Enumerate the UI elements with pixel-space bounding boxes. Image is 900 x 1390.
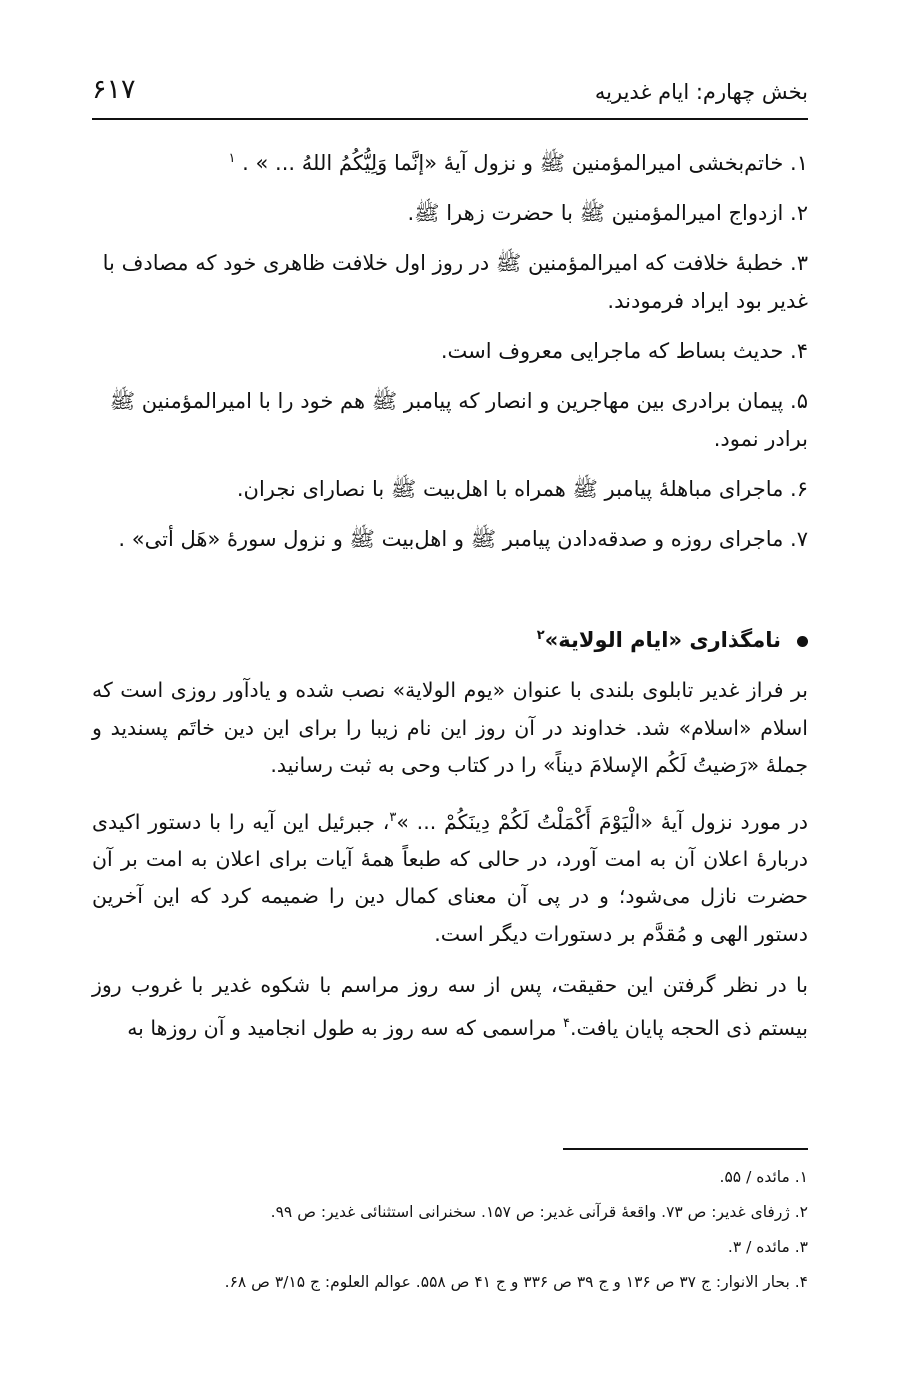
book-page — [92, 0, 808, 1390]
footnote-ref: ۲ — [536, 628, 545, 643]
header-divider — [92, 118, 808, 120]
footnote: ۳. مائده / ۳. — [727, 1238, 808, 1256]
footnote-ref: ۳ — [389, 809, 397, 825]
section-heading: نامگذاری «ایام الولایة»$^۲$ — [92, 618, 808, 658]
footnote: ۲. ژرفای غدیر: ص ۷۳. واقعهٔ قرآنی غدیر: ص ۱۵۷. سخنرانی استثنائی غدیر: ص ۹۹. — [270, 1203, 808, 1221]
list-item: ۶. ماجرای مباهلهٔ پیامبر ﷺ همراه با اهل‌بیت ﷺ با نصارای نجران. — [236, 477, 808, 501]
occasions-list — [92, 140, 808, 570]
list-item: ۵. پیمان برادری بین مهاجرین و انصار که پیامبر ﷺ هم خود را با امیرالمؤمنین ﷺ برادر نمود. — [109, 389, 808, 451]
chapter-title: بخش چهارم: ایام غدیریه — [594, 80, 808, 104]
paragraph: در مورد نزول آیهٔ «الْیَوْمَ أَکْمَلْتُ لَکُمْ دِینَکُمْ ... »$^۳$، جبرئیل این آیه را با دستور اکیدی دربارهٔ اعلان آن به امت آورد، در حالی که طبعاً همهٔ آیات برای اعلان به امت بر آن حضرت نازل می‌شود؛ و در پی آن معنای کمال دین را ضمیمه کرد که این آخرین دستور الهی و مُقدَّم بر دستورات دیگر است. — [92, 809, 808, 946]
footnote-divider — [563, 1148, 808, 1150]
page-header — [92, 74, 808, 114]
list-item: ۱. خاتم‌بخشی امیرالمؤمنین ﷺ و نزول آیهٔ «إنَّما وَلِیُّکُمُ اللهُ ... » . $^۱$ — [228, 151, 808, 175]
footnotes — [92, 1160, 808, 1300]
list-item: ۲. ازدواج امیرالمؤمنین ﷺ با حضرت زهرا ﷺ. — [407, 201, 808, 225]
footnote: ۴. بحار الانوار: ج ۳۷ ص ۱۳۶ و ج ۳۹ ص ۳۳۶ و ج ۴۱ ص ۵۵۸. عوالم العلوم: ج ۳/۱۵ ص ۶۸. — [224, 1273, 808, 1291]
footnote-ref: ۴ — [563, 1015, 570, 1031]
footnote-ref: ۱ — [228, 151, 236, 166]
paragraph: با در نظر گرفتن این حقیقت، پس از سه روز مراسم با شکوه غدیر با غروب روز بیستم ذی الحجه پایان یافت.$^۴$ مراسمی که سه روز به طول انجامید و آن روزها به — [92, 973, 808, 1040]
list-item: ۷. ماجرای روزه و صدقه‌دادن پیامبر ﷺ و اهل‌بیت ﷺ و نزول سورهٔ «هَل أتی» . — [118, 527, 808, 551]
bullet-icon — [797, 636, 808, 647]
page-number: ۶۱۷ — [92, 74, 136, 105]
list-item: ۴. حدیث بساط که ماجرایی معروف است. — [440, 339, 808, 363]
list-item: ۳. خطبهٔ خلافت که امیرالمؤمنین ﷺ در روز اول خلافت ظاهری خود که مصادف با غدیر بود ایراد فرمودند. — [102, 251, 808, 313]
footnote: ۱. مائده / ۵۵. — [719, 1168, 808, 1186]
paragraph: بر فراز غدیر تابلوی بلندی با عنوان «یوم الولایة» نصب شده و یادآور روزی است که اسلام «اسلام» شد. خداوند در آن روز این نام زیبا را برای این دین خاتَم پسندید و جملهٔ «رَضیتُ لَکُم الإسلامَ دیناً» را در کتاب وحی به ثبت رسانید. — [92, 678, 808, 777]
section-ayyam-al-wilaya — [92, 618, 808, 1061]
